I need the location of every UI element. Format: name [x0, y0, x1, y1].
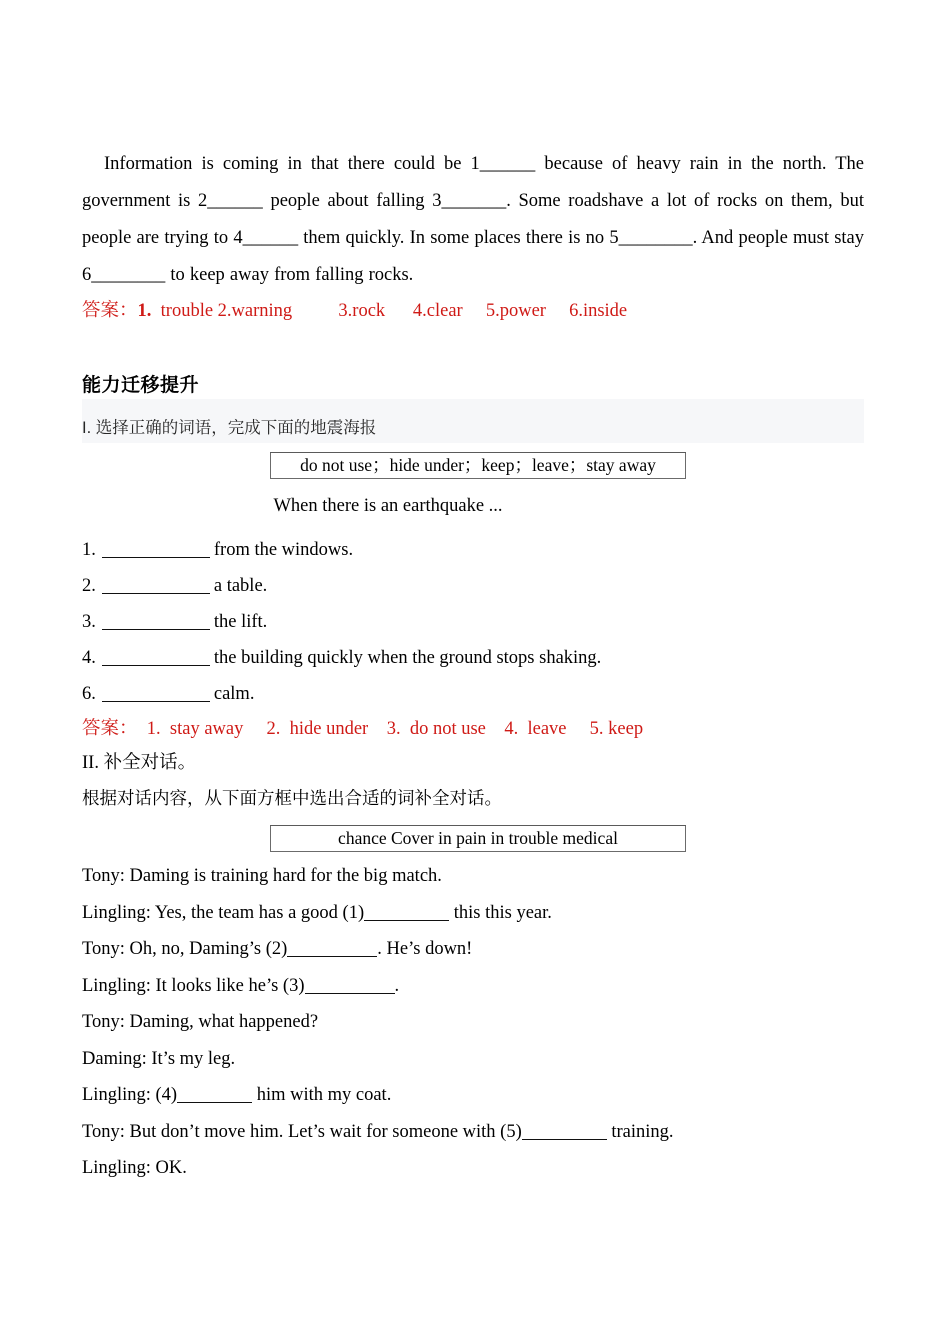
- part2-dialog: [82, 852, 864, 1187]
- dialog-text-before: But don’t move him. Let’s wait for someone with (5): [124, 1121, 522, 1142]
- item-blank[interactable]: [102, 557, 210, 558]
- part1-wordbank: do not use；hide under；keep；leave；stay away: [270, 452, 686, 479]
- dialog-line: [82, 1041, 864, 1078]
- dialog-text-before: It’s my leg.: [146, 1048, 236, 1069]
- item-blank[interactable]: [102, 593, 210, 594]
- cloze-answer-line: [82, 294, 864, 328]
- item-number: 6.: [82, 684, 96, 704]
- list-item: [82, 568, 864, 604]
- dialog-speaker: Lingling:: [82, 1085, 151, 1105]
- part1-answer-line: [82, 712, 864, 746]
- dialog-speaker: Daming:: [82, 1048, 147, 1069]
- dialog-line: [82, 895, 864, 932]
- page-content: [82, 0, 864, 1187]
- dialog-speaker: Lingling:: [82, 975, 151, 996]
- list-item: [82, 676, 864, 712]
- part1-instruction: I. 选择正确的词语，完成下面的地震海报: [82, 399, 864, 443]
- item-number: 1.: [82, 540, 96, 560]
- dialog-blank[interactable]: [177, 1102, 252, 1103]
- dialog-line: [82, 1150, 864, 1187]
- answer-label: 答案：: [82, 301, 138, 321]
- dialog-speaker: Lingling:: [82, 902, 151, 923]
- list-item: [82, 604, 864, 640]
- dialog-text-before: Daming is training hard for the big match.: [124, 866, 442, 886]
- item-blank[interactable]: [102, 665, 210, 666]
- poster-title: When there is an earthquake ...: [273, 496, 503, 516]
- dialog-text-before: It looks like he’s (3): [150, 975, 305, 996]
- dialog-line: [82, 1004, 864, 1041]
- dialog-text-before: Daming, what happened?: [124, 1012, 319, 1032]
- dialog-text-before: OK.: [150, 1158, 187, 1178]
- part1-item-list: [82, 523, 864, 712]
- part1-wordbank-wrap: [270, 452, 686, 479]
- item-blank[interactable]: [102, 629, 210, 630]
- dialog-blank[interactable]: [305, 993, 395, 994]
- item-text: the lift.: [213, 612, 268, 632]
- section-heading: 能力迁移提升: [82, 375, 200, 396]
- item-text: from the windows.: [213, 540, 354, 560]
- dialog-text-after: . He’s down!: [377, 939, 473, 959]
- dialog-text-after: him with my coat.: [252, 1085, 392, 1105]
- dialog-speaker: Tony:: [82, 1121, 125, 1142]
- answer-rest: trouble 2.warning 3.rock 4.clear 5.power 6.inside: [151, 301, 628, 321]
- item-text: calm.: [213, 684, 255, 704]
- dialog-text-before: Oh, no, Daming’s (2): [124, 939, 288, 959]
- wordbank-top-rule: [270, 452, 686, 453]
- answer-text: 1. stay away 2. hide under 3. do not use 4. leave 5. keep: [137, 719, 644, 739]
- part2-wordbank-wrap: [270, 825, 686, 852]
- dialog-speaker: Lingling:: [82, 1158, 151, 1178]
- list-item: [82, 532, 864, 568]
- item-number: 2.: [82, 576, 96, 596]
- item-text: a table.: [213, 576, 268, 596]
- dialog-text-before: Yes, the team has a good (1): [150, 902, 365, 923]
- part2-wordbank: chance Cover in pain in trouble medical: [270, 825, 686, 852]
- dialog-blank[interactable]: [287, 956, 377, 957]
- dialog-text-before: (4): [150, 1085, 178, 1105]
- dialog-text-after: training.: [606, 1121, 674, 1142]
- dialog-text-after: this this year.: [449, 902, 552, 923]
- dialog-speaker: Tony:: [82, 866, 125, 886]
- dialog-line: [82, 858, 864, 895]
- answer-label: 答案：: [82, 719, 138, 739]
- dialog-blank[interactable]: [522, 1139, 607, 1140]
- wordbank-top-rule: [270, 825, 686, 826]
- dialog-line: [82, 1077, 864, 1114]
- dialog-speaker: Tony:: [82, 1012, 125, 1032]
- dialog-line: [82, 1114, 864, 1151]
- part2-instruction: 根据对话内容，从下面方框中选出合适的词补全对话。: [82, 788, 502, 808]
- dialog-blank[interactable]: [364, 920, 449, 921]
- item-blank[interactable]: [102, 701, 210, 702]
- dialog-line: [82, 968, 864, 1005]
- item-number: 3.: [82, 612, 96, 632]
- item-number: 4.: [82, 648, 96, 668]
- cloze-passage: Information is coming in that there could be 1______ because of heavy rain in the north. The government is 2______ people about falling 3_______. Some roadshave a lot of rocks on them, but people are trying to 4______ them quickly. In some places there is no 5________. And people must stay 6________ to keep away from falling rocks.: [82, 154, 864, 285]
- dialog-text-after: .: [394, 975, 400, 996]
- part2-title: II. 补全对话。: [82, 753, 197, 773]
- list-item: [82, 640, 864, 676]
- item-text: the building quickly when the ground stops shaking.: [213, 648, 602, 668]
- answer-first-number: 1.: [137, 301, 152, 321]
- dialog-speaker: Tony:: [82, 939, 125, 959]
- dialog-line: [82, 931, 864, 968]
